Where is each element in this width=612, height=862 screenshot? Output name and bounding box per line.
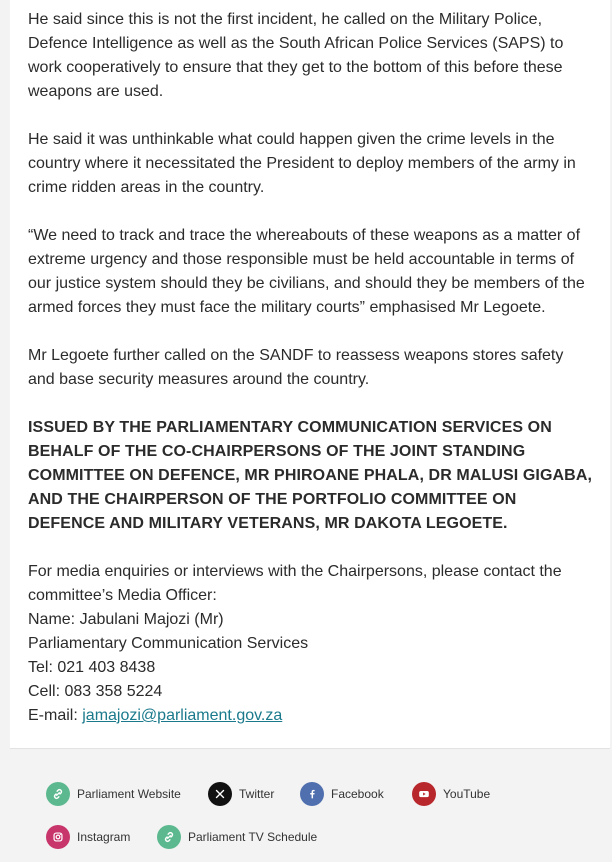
contact-email-link[interactable]: jamajozi@parliament.gov.za xyxy=(82,707,283,724)
social-link-label: Twitter xyxy=(239,787,275,801)
contact-organisation: Parliamentary Communication Services xyxy=(28,635,309,652)
instagram-link[interactable] xyxy=(46,825,130,849)
link-icon xyxy=(157,825,181,849)
x-icon xyxy=(208,782,232,806)
contact-telephone: Tel: 021 403 8438 xyxy=(28,659,156,676)
parliament-tv-schedule-link[interactable] xyxy=(157,825,317,849)
social-links-footer xyxy=(0,770,612,862)
contact-name: Name: Jabulani Majozi (Mr) xyxy=(28,611,224,628)
social-link-label: Parliament TV Schedule xyxy=(188,830,318,844)
article-paragraph: “We need to track and trace the whereabouts of these weapons as a matter of extreme urgency and those responsible must be held accountable in terms of our justice system should they be civilians, and should they be members of the armed forces they must face the military courts” emphasised Mr Legoete. xyxy=(28,227,585,316)
youtube-link[interactable] xyxy=(412,782,490,806)
contact-intro: For media enquiries or interviews with the Chairpersons, please contact the committee’s Media Officer: xyxy=(28,563,562,604)
link-icon xyxy=(46,782,70,806)
article-paragraph: He said since this is not the first incident, he called on the Military Police, Defence Intelligence as well as the South African Police Services (SAPS) to work cooperatively to ensure that they get to the bottom of this before these weapons are used. xyxy=(28,11,564,100)
social-link-label: Instagram xyxy=(77,830,131,844)
facebook-icon xyxy=(300,782,324,806)
social-link-label: Parliament Website xyxy=(77,787,181,801)
contact-email-line xyxy=(28,704,594,728)
parliament-website-link[interactable] xyxy=(46,782,181,806)
instagram-icon xyxy=(46,825,70,849)
article-card xyxy=(10,0,610,749)
issued-statement: ISSUED BY THE PARLIAMENTARY COMMUNICATION SERVICES ON BEHALF OF THE CO-CHAIRPERSONS OF THE JOINT STANDING COMMITTEE ON DEFENCE, MR PHIROANE PHALA, DR MALUSI GIGABA, AND THE CHAIRPERSON OF THE PORTFOLIO COMMITTEE ON DEFENCE AND MILITARY VETERANS, MR DAKOTA LEGOETE. xyxy=(28,419,593,532)
article-paragraph: Mr Legoete further called on the SANDF to reassess weapons stores safety and base security measures around the country. xyxy=(28,347,564,388)
social-link-label: Facebook xyxy=(331,787,384,801)
contact-block xyxy=(28,560,594,728)
contact-email-label: E-mail: xyxy=(28,707,83,724)
social-link-label: YouTube xyxy=(443,787,491,801)
article-paragraph: He said it was unthinkable what could happen given the crime levels in the country where it necessitated the President to deploy members of the army in crime ridden areas in the country. xyxy=(28,131,576,196)
article-body xyxy=(28,8,594,728)
facebook-link[interactable] xyxy=(300,782,384,806)
twitter-link[interactable] xyxy=(208,782,274,806)
contact-cell: Cell: 083 358 5224 xyxy=(28,683,163,700)
youtube-icon xyxy=(412,782,436,806)
